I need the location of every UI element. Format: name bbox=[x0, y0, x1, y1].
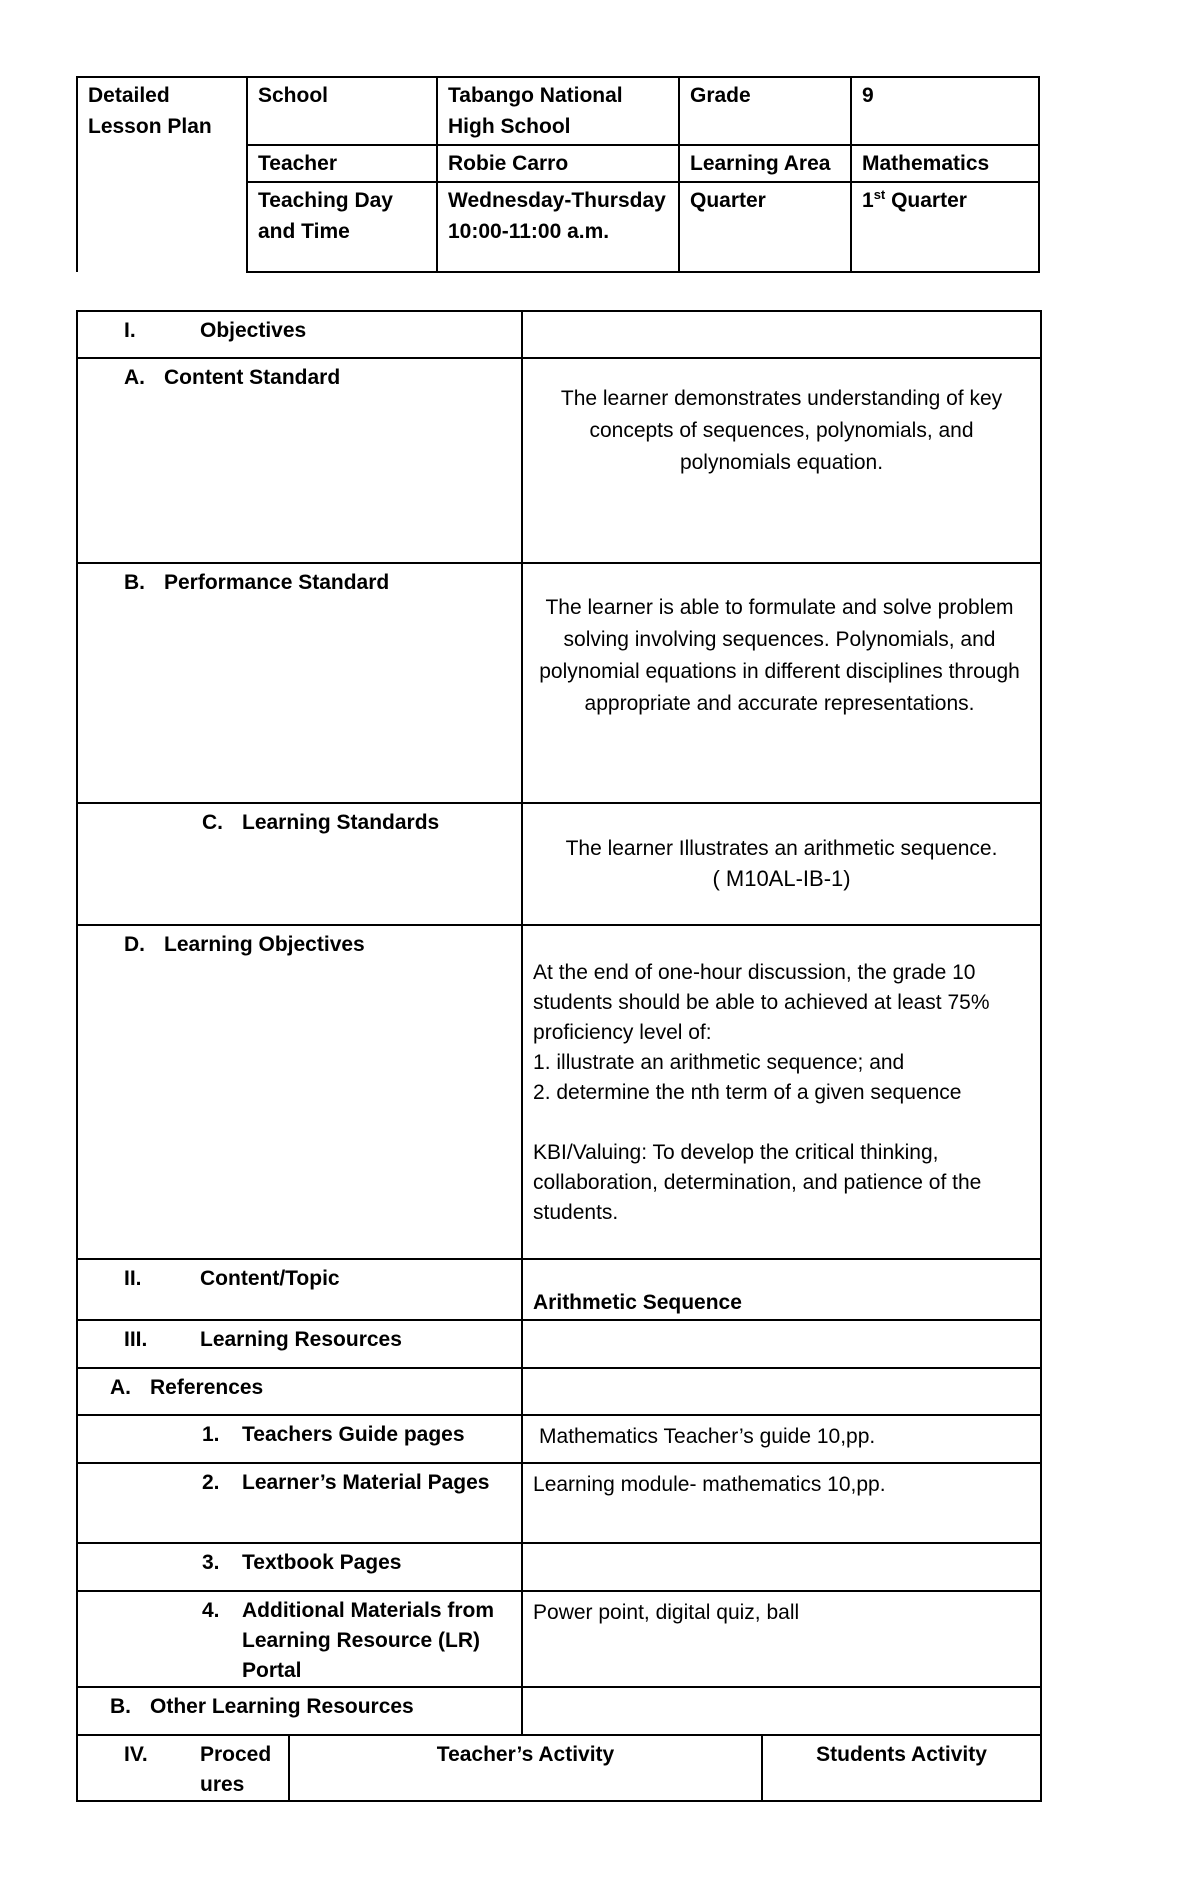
row-textbook bbox=[77, 1543, 1041, 1591]
additional-materials-value: Power point, digital quiz, ball bbox=[522, 1591, 1041, 1687]
learners-material-value: Learning module- mathematics 10,pp. bbox=[522, 1463, 1041, 1543]
row-objectives bbox=[77, 311, 1041, 358]
time-value: 10:00-11:00 a.m. bbox=[448, 220, 610, 243]
grade-value: 9 bbox=[851, 77, 1039, 145]
grade-label: Grade bbox=[679, 77, 851, 145]
school-value: Tabango National High School bbox=[437, 77, 679, 145]
row-content-topic bbox=[77, 1259, 1041, 1320]
content-topic-num: II. bbox=[124, 1267, 142, 1290]
row-learning-objectives bbox=[77, 925, 1041, 1259]
teachers-guide-label: Teachers Guide pages bbox=[242, 1423, 465, 1446]
row-performance-standard bbox=[77, 563, 1041, 803]
day-time-value bbox=[437, 182, 679, 272]
content-standard-text: The learner demonstrates understanding of key concepts of sequences, polynomials, and polynomials equation. bbox=[522, 358, 1041, 563]
quarter-num: 1 bbox=[862, 189, 874, 212]
content-standard-label: Content Standard bbox=[164, 366, 341, 389]
row-procedures bbox=[77, 1735, 1041, 1801]
content-topic-value: Arithmetic Sequence bbox=[522, 1259, 1041, 1320]
other-resources-num: B. bbox=[110, 1695, 131, 1718]
quarter-label: Quarter bbox=[679, 182, 851, 272]
learning-area-value: Mathematics bbox=[851, 145, 1039, 182]
procedures-num: IV. bbox=[124, 1743, 148, 1766]
doc-type: Detailed Lesson Plan bbox=[88, 84, 212, 138]
learning-standards-label: Learning Standards bbox=[242, 811, 440, 834]
row-learners-material bbox=[77, 1463, 1041, 1543]
textbook-value bbox=[522, 1543, 1041, 1591]
learning-objectives-num: D. bbox=[124, 933, 145, 956]
learning-resources-num: III. bbox=[124, 1328, 148, 1351]
content-standard-num: A. bbox=[124, 366, 145, 389]
doc-type-cell bbox=[77, 77, 247, 272]
row-learning-resources bbox=[77, 1320, 1041, 1368]
teachers-guide-value: Mathematics Teacher’s guide 10,pp. bbox=[522, 1415, 1041, 1463]
row-other-resources bbox=[77, 1687, 1041, 1735]
content-topic-label: Content/Topic bbox=[200, 1267, 340, 1290]
row-teachers-guide bbox=[77, 1415, 1041, 1463]
learning-objectives-item1: 1. illustrate an arithmetic sequence; and bbox=[533, 1051, 905, 1074]
day-value: Wednesday-Thursday bbox=[448, 189, 666, 212]
learning-standards-num: C. bbox=[202, 811, 223, 834]
learners-material-label: Learner’s Material Pages bbox=[242, 1471, 490, 1494]
references-label: References bbox=[150, 1376, 264, 1399]
teacher-label: Teacher bbox=[247, 145, 437, 182]
quarter-sup: st bbox=[873, 187, 886, 202]
references-num: A. bbox=[110, 1376, 131, 1399]
learning-objectives-intro: At the end of one-hour discussion, the grade 10 students should be able to achieved at least 75% proficiency level of: bbox=[533, 961, 990, 1044]
procedures-label: Proced ures bbox=[200, 1743, 272, 1796]
learning-resources-label: Learning Resources bbox=[200, 1328, 402, 1351]
quarter-value bbox=[851, 182, 1039, 272]
lesson-header-table bbox=[76, 76, 1040, 273]
other-resources-label: Other Learning Resources bbox=[150, 1695, 414, 1718]
objectives-label: Objectives bbox=[200, 319, 307, 342]
teachers-guide-num: 1. bbox=[202, 1423, 220, 1446]
textbook-label: Textbook Pages bbox=[242, 1551, 402, 1574]
row-content-standard bbox=[77, 358, 1041, 563]
teacher-value: Robie Carro bbox=[437, 145, 679, 182]
students-activity-header: Students Activity bbox=[762, 1735, 1041, 1801]
day-time-label: Teaching Day and Time bbox=[247, 182, 437, 272]
textbook-num: 3. bbox=[202, 1551, 220, 1574]
quarter-word: Quarter bbox=[891, 189, 967, 212]
lesson-plan-table bbox=[76, 310, 1042, 1802]
objectives-num: I. bbox=[124, 319, 136, 342]
learning-objectives-valuing: KBI/Valuing: To develop the critical thinking, collaboration, determination, and patience of the students. bbox=[533, 1141, 982, 1224]
learning-area-label: Learning Area bbox=[679, 145, 851, 182]
performance-standard-label: Performance Standard bbox=[164, 571, 390, 594]
school-label: School bbox=[247, 77, 437, 145]
learning-standards-code: ( M10AL-IB-1) bbox=[712, 866, 851, 891]
performance-standard-text: The learner is able to formulate and solve problem solving involving sequences. Polynomials, and polynomial equations in different disciplines through appropriate and accurate representations. bbox=[522, 563, 1041, 803]
row-additional-materials bbox=[77, 1591, 1041, 1687]
teacher-activity-header: Teacher’s Activity bbox=[289, 1735, 762, 1801]
learning-objectives-item2: 2. determine the nth term of a given sequence bbox=[533, 1081, 962, 1104]
learning-objectives-label: Learning Objectives bbox=[164, 933, 365, 956]
learners-material-num: 2. bbox=[202, 1471, 220, 1494]
additional-materials-num: 4. bbox=[202, 1599, 220, 1622]
row-references bbox=[77, 1368, 1041, 1415]
performance-standard-num: B. bbox=[124, 571, 145, 594]
row-learning-standards bbox=[77, 803, 1041, 925]
learning-standards-text: The learner Illustrates an arithmetic sequence. bbox=[565, 837, 998, 860]
additional-materials-label: Additional Materials from Learning Resource (LR) Portal bbox=[242, 1599, 495, 1682]
